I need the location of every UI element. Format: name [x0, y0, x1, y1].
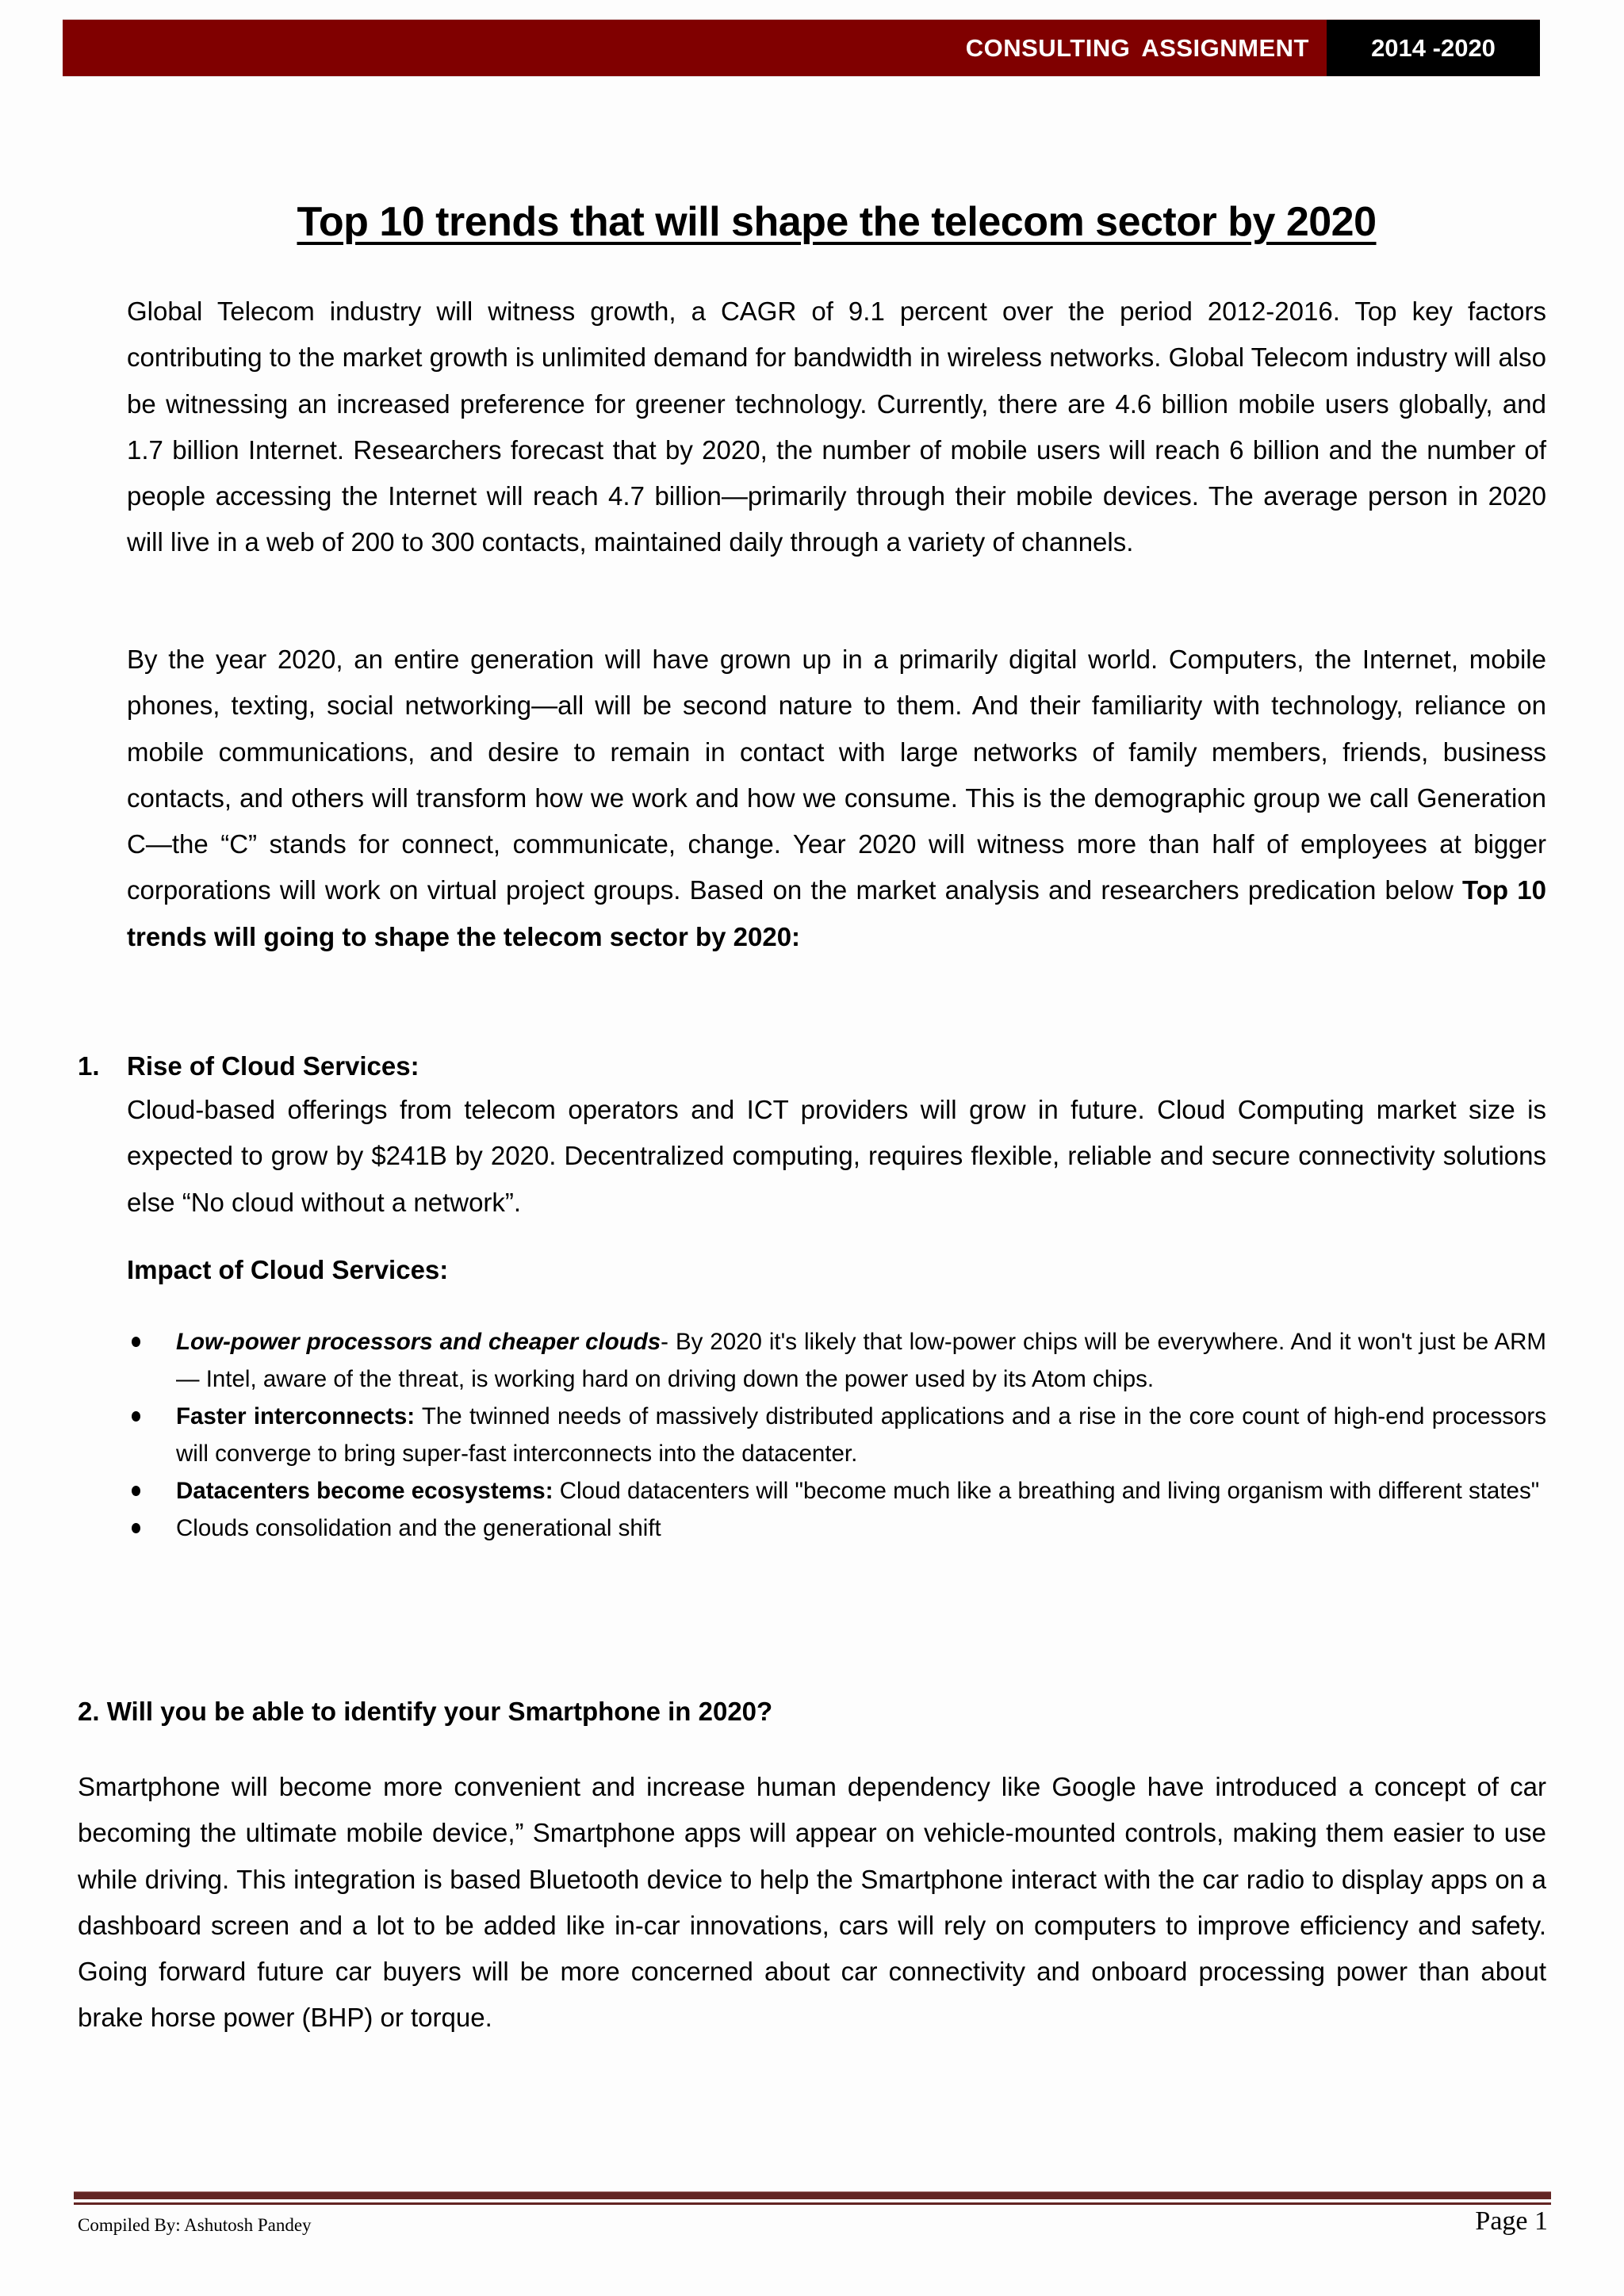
intro-paragraph-2-text: By the year 2020, an entire generation will have grown up in a primarily digital world. Computers, the Internet, mobile phones, texting, social networking—all will be second nature to them. And their familiarity with technology, reliance on mobile communications, and desire to remain in contact with large networks of family members, friends, business contacts, and others will transform how we work and how we consume. This is the demographic group we call Generation C—the “C” stands for connect, communicate, change. Year 2020 will witness more than half of employees at bigger corporations will work on virtual project groups. Based on the market analysis and researchers predication below [127, 645, 1546, 905]
section-2-heading: 2. Will you be able to identify your Smartphone in 2020? [78, 1697, 773, 1726]
footer-page-number: Page 1 [1475, 2206, 1548, 2236]
bullet-item [127, 1472, 1546, 1510]
section-1-number: 1. [78, 1051, 100, 1081]
section-1-impact-heading: Impact of Cloud Services: [127, 1255, 449, 1284]
section-1-body: Cloud-based offerings from telecom operators and ICT providers will grow in future. Cloud Computing market size is expected to grow by $241B by 2020. Decentralized computing, requires flexible, reliable and secure connectivity solutions else “No cloud without a network”. [127, 1095, 1546, 1217]
document-title: Top 10 trends that will shape the telecom sector by 2020 [297, 199, 1377, 245]
intro-paragraph-2 [127, 637, 1546, 960]
bullet-dot-icon [132, 1411, 140, 1422]
section-1-heading: Rise of Cloud Services: [127, 1051, 419, 1081]
intro-paragraph-1: Global Telecom industry will witness growth, a CAGR of 9.1 percent over the period 2012-2016. Top key factors contributing to the market growth is unlimited demand for bandwidth in wireless networks. Global Telecom industry will also be witnessing an increased preference for greener technology. Currently, there are 4.6 billion mobile users globally, and 1.7 billion Internet. Researchers forecast that by 2020, the number of mobile users will reach 6 billion and the number of people accessing the Internet will reach 4.7 billion—primarily through their mobile devices. The average person in 2020 will live in a web of 200 to 300 contacts, maintained daily through a variety of channels. [127, 297, 1546, 557]
bullet-lead: Datacenters become ecosystems: [176, 1478, 553, 1504]
bullet-item [127, 1510, 1546, 1547]
bullet-text: - By 2020 it's likely that low-power chips will be everywhere. And it won't just be ARM — Intel, aware of the threat, is working hard on driving down the power used by its Atom chips. [176, 1329, 1546, 1392]
bullet-dot-icon [132, 1523, 140, 1533]
footer-rule-thick [74, 2191, 1551, 2199]
bullet-dot-icon [132, 1337, 140, 1347]
bullet-dot-icon [132, 1486, 140, 1496]
intro-paragraph-2-bold-lead: Top 10 trends will going to shape the telecom sector by 2020: [127, 875, 1546, 951]
bullet-text: Clouds consolidation and the generational shift [176, 1515, 661, 1541]
document-header-bar [63, 19, 1540, 77]
footer-compiled-by: Compiled By: Ashutosh Pandey [78, 2215, 312, 2235]
bullet-text: Cloud datacenters will "become much like a breathing and living organism with different states" [553, 1478, 1540, 1504]
bullet-lead: Low-power processors and cheaper clouds [176, 1329, 661, 1355]
bullet-item [127, 1323, 1546, 1398]
header-assignment-label: CONSULTING ASSIGNMENT [63, 20, 1327, 76]
section-2-body: Smartphone will become more convenient and increase human dependency like Google have introduced a concept of car becoming the ultimate mobile device,” Smartphone apps will appear on vehicle-mounted controls, making them easier to use while driving. This integration is based Bluetooth device to help the Smartphone interact with the car radio to display apps on a dashboard screen and a lot to be added like in-car innovations, cars will rely on computers to improve efficiency and safety. Going forward future car buyers will be more concerned about car connectivity and onboard processing power than about brake horse power (BHP) or torque. [78, 1772, 1546, 2033]
impact-bullet-list [127, 1323, 1546, 1547]
bullet-text: The twinned needs of massively distributed applications and a rise in the core count of high-end processors will converge to bring super-fast interconnects into the datacenter. [176, 1403, 1546, 1467]
header-period-label: 2014 -2020 [1327, 20, 1540, 76]
footer-rule-thin [74, 2202, 1551, 2205]
bullet-item [127, 1398, 1546, 1472]
bullet-lead: Faster interconnects: [176, 1403, 416, 1429]
